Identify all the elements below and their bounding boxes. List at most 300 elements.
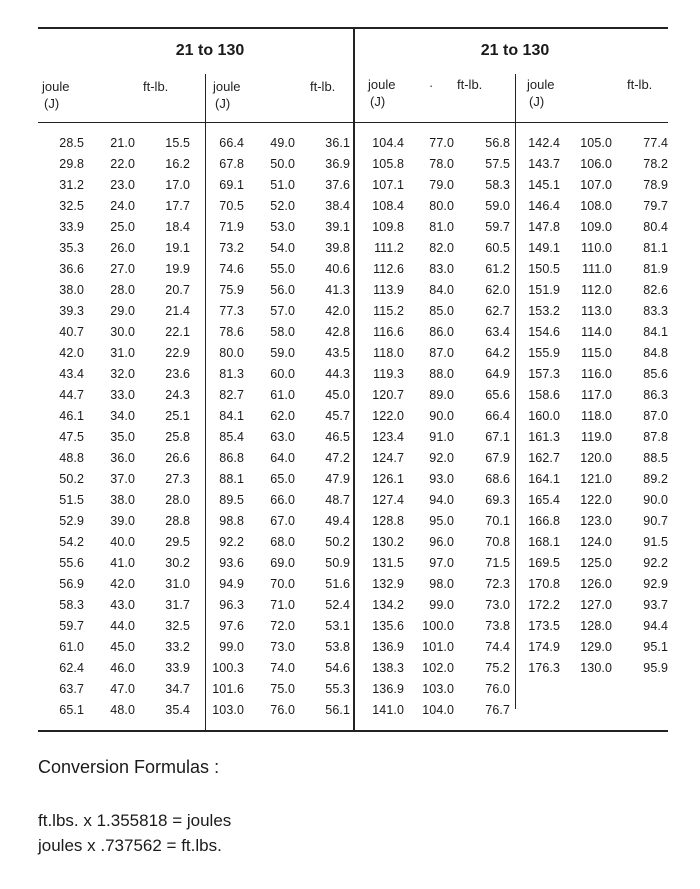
joule-value: 109.8 xyxy=(372,220,404,234)
joule-value: 98.8 xyxy=(219,514,244,528)
joule-value: 170.8 xyxy=(528,577,560,591)
converted-value: 17.7 xyxy=(165,199,190,213)
joule-value: 145.1 xyxy=(528,178,560,192)
joule-value: 155.9 xyxy=(528,346,560,360)
joule-value: 126.1 xyxy=(372,472,404,486)
ftlb-value: 59.0 xyxy=(270,346,295,360)
ftlb-value: 28.0 xyxy=(110,283,135,297)
ftlb-value: 100.0 xyxy=(422,619,454,633)
ftlb-value: 97.0 xyxy=(429,556,454,570)
converted-value: 88.5 xyxy=(643,451,668,465)
ftlb-value: 65.0 xyxy=(270,472,295,486)
col-header-ftlb-2: ft-lb. xyxy=(310,79,336,94)
converted-value: 50.2 xyxy=(325,535,350,549)
converted-value: 82.6 xyxy=(643,283,668,297)
converted-value: 56.1 xyxy=(325,703,350,717)
col-header-ftlb-3: ft-lb. xyxy=(457,77,483,92)
joule-value: 65.1 xyxy=(59,703,84,717)
joule-value: 174.9 xyxy=(528,640,560,654)
converted-value: 43.5 xyxy=(325,346,350,360)
joule-value: 48.8 xyxy=(59,451,84,465)
joule-value: 164.1 xyxy=(528,472,560,486)
joule-value: 33.9 xyxy=(59,220,84,234)
ftlb-value: 33.0 xyxy=(110,388,135,402)
converted-value: 34.7 xyxy=(165,682,190,696)
converted-value: 87.8 xyxy=(643,430,668,444)
ftlb-value: 82.0 xyxy=(429,241,454,255)
ftlb-value: 69.0 xyxy=(270,556,295,570)
converted-value: 85.6 xyxy=(643,367,668,381)
converted-value: 55.3 xyxy=(325,682,350,696)
col-header-joule-3: joule (J) xyxy=(368,77,396,109)
ftlb-value: 119.0 xyxy=(581,430,612,444)
joule-value: 119.3 xyxy=(373,367,404,381)
joule-value: 138.3 xyxy=(372,661,404,675)
converted-value: 42.0 xyxy=(325,304,350,318)
ftlb-value: 129.0 xyxy=(580,640,612,654)
ftlb-value: 52.0 xyxy=(270,199,295,213)
ftlb-value: 101.0 xyxy=(422,640,454,654)
converted-value: 60.5 xyxy=(485,241,510,255)
joule-value: 100.3 xyxy=(212,661,244,675)
ftlb-value: 112.0 xyxy=(581,283,612,297)
joule-value: 88.1 xyxy=(219,472,244,486)
joule-value: 42.0 xyxy=(59,346,84,360)
joule-value: 143.7 xyxy=(528,157,560,171)
joule-value: 111.2 xyxy=(374,241,404,255)
ftlb-value: 114.0 xyxy=(581,325,612,339)
converted-value: 80.4 xyxy=(643,220,668,234)
ftlb-value: 98.0 xyxy=(429,577,454,591)
joule-value: 130.2 xyxy=(372,535,404,549)
formula-ftlb-to-joules: ft.lbs. x 1.355818 = joules xyxy=(38,811,232,830)
ftlb-value: 85.0 xyxy=(429,304,454,318)
joule-value: 176.3 xyxy=(528,661,560,675)
col-header-ftlb-4: ft-lb. xyxy=(627,77,653,92)
converted-value: 25.8 xyxy=(165,430,190,444)
joule-value: 151.9 xyxy=(528,283,560,297)
converted-value: 59.7 xyxy=(485,220,510,234)
joule-value: 157.3 xyxy=(528,367,560,381)
ftlb-value: 89.0 xyxy=(429,388,454,402)
joule-value: 67.8 xyxy=(219,157,244,171)
ftlb-value: 41.0 xyxy=(110,556,135,570)
converted-value: 74.4 xyxy=(485,640,510,654)
joule-value: 149.1 xyxy=(528,241,560,255)
ftlb-value: 68.0 xyxy=(270,535,295,549)
ftlb-value: 86.0 xyxy=(429,325,454,339)
converted-value: 50.9 xyxy=(325,556,350,570)
converted-value: 81.9 xyxy=(643,262,668,276)
ftlb-value: 111.0 xyxy=(582,262,612,276)
converted-value: 33.2 xyxy=(165,640,190,654)
joule-value: 75.9 xyxy=(219,283,244,297)
ftlb-value: 21.0 xyxy=(110,136,135,150)
converted-value: 71.5 xyxy=(485,556,510,570)
converted-value: 63.4 xyxy=(485,325,510,339)
converted-value: 83.3 xyxy=(643,304,668,318)
converted-value: 61.2 xyxy=(485,262,510,276)
joule-value: 127.4 xyxy=(372,493,404,507)
ftlb-value: 96.0 xyxy=(429,535,454,549)
joule-value: 153.2 xyxy=(528,304,560,318)
joule-value: 43.4 xyxy=(59,367,84,381)
converted-value: 47.2 xyxy=(325,451,350,465)
ftlb-value: 107.0 xyxy=(580,178,612,192)
converted-value: 28.8 xyxy=(165,514,190,528)
joule-value: 69.1 xyxy=(219,178,244,192)
converted-value: 41.3 xyxy=(325,283,350,297)
joule-value: 46.1 xyxy=(59,409,84,423)
joule-value: 118.0 xyxy=(373,346,404,360)
ftlb-value: 64.0 xyxy=(270,451,295,465)
joule-value: 115.2 xyxy=(373,304,404,318)
ftlb-value: 71.0 xyxy=(270,598,295,612)
ftlb-value: 32.0 xyxy=(110,367,135,381)
joule-value: 105.8 xyxy=(372,157,404,171)
joule-value: 124.7 xyxy=(372,451,404,465)
converted-value: 86.3 xyxy=(643,388,668,402)
ftlb-value: 40.0 xyxy=(110,535,135,549)
joule-value: 162.7 xyxy=(528,451,560,465)
ftlb-value: 73.0 xyxy=(270,640,295,654)
joule-value: 116.6 xyxy=(373,325,404,339)
converted-value: 42.8 xyxy=(325,325,350,339)
converted-value: 62.0 xyxy=(485,283,510,297)
ftlb-value: 117.0 xyxy=(581,388,612,402)
ftlb-value: 84.0 xyxy=(429,283,454,297)
joule-value: 123.4 xyxy=(372,430,404,444)
converted-value: 29.5 xyxy=(165,535,190,549)
converted-value: 53.8 xyxy=(325,640,350,654)
converted-value: 87.0 xyxy=(643,409,668,423)
converted-value: 20.7 xyxy=(165,283,190,297)
joule-value: 56.9 xyxy=(59,577,84,591)
joule-value: 47.5 xyxy=(59,430,84,444)
joule-value: 142.4 xyxy=(528,136,560,150)
joule-value: 84.1 xyxy=(219,409,244,423)
ftlb-value: 49.0 xyxy=(270,136,295,150)
joule-value: 94.9 xyxy=(219,577,244,591)
joule-value: 40.7 xyxy=(59,325,84,339)
converted-value: 73.0 xyxy=(485,598,510,612)
joule-value: 154.6 xyxy=(528,325,560,339)
joule-value: 71.9 xyxy=(219,220,244,234)
converted-value: 54.6 xyxy=(325,661,350,675)
joule-value: 77.3 xyxy=(219,304,244,318)
ftlb-value: 106.0 xyxy=(580,157,612,171)
converted-value: 28.0 xyxy=(165,493,190,507)
ftlb-value: 102.0 xyxy=(422,661,454,675)
converted-value: 70.1 xyxy=(485,514,510,528)
ftlb-value: 110.0 xyxy=(581,241,612,255)
converted-value: 22.1 xyxy=(165,325,190,339)
ftlb-value: 80.0 xyxy=(429,199,454,213)
ftlb-value: 38.0 xyxy=(110,493,135,507)
joule-value: 28.5 xyxy=(59,136,84,150)
joule-value: 80.0 xyxy=(219,346,244,360)
converted-value: 45.7 xyxy=(325,409,350,423)
converted-value: 19.9 xyxy=(165,262,190,276)
ftlb-value: 83.0 xyxy=(429,262,454,276)
joule-value: 93.6 xyxy=(219,556,244,570)
ftlb-value: 61.0 xyxy=(270,388,295,402)
converted-value: 77.4 xyxy=(643,136,668,150)
converted-value: 66.4 xyxy=(485,409,510,423)
ftlb-value: 26.0 xyxy=(110,241,135,255)
table-bottom-rule xyxy=(38,730,668,732)
converted-value: 64.2 xyxy=(485,346,510,360)
ftlb-value: 44.0 xyxy=(110,619,135,633)
converted-value: 40.6 xyxy=(325,262,350,276)
joule-value: 99.0 xyxy=(219,640,244,654)
converted-value: 73.8 xyxy=(485,619,510,633)
ftlb-value: 55.0 xyxy=(270,262,295,276)
converted-value: 67.9 xyxy=(485,451,510,465)
converted-value: 75.2 xyxy=(485,661,510,675)
joule-value: 122.0 xyxy=(372,409,404,423)
converted-value: 18.4 xyxy=(165,220,190,234)
ftlb-value: 93.0 xyxy=(429,472,454,486)
joule-value: 96.3 xyxy=(219,598,244,612)
ftlb-value: 79.0 xyxy=(429,178,454,192)
ftlb-value: 60.0 xyxy=(270,367,295,381)
ftlb-value: 67.0 xyxy=(270,514,295,528)
ftlb-value: 78.0 xyxy=(429,157,454,171)
converted-value: 22.9 xyxy=(165,346,190,360)
converted-value: 91.5 xyxy=(643,535,668,549)
ftlb-value: 91.0 xyxy=(429,430,454,444)
ftlb-value: 36.0 xyxy=(110,451,135,465)
joule-value: 147.8 xyxy=(528,220,560,234)
joule-value: 39.3 xyxy=(59,304,84,318)
converted-value: 47.9 xyxy=(325,472,350,486)
joule-value: 141.0 xyxy=(372,703,404,717)
joule-value: 52.9 xyxy=(59,514,84,528)
converted-value: 92.2 xyxy=(643,556,668,570)
joule-value: 172.2 xyxy=(528,598,560,612)
converted-value: 92.9 xyxy=(643,577,668,591)
converted-value: 95.9 xyxy=(643,661,668,675)
converted-value: 46.5 xyxy=(325,430,350,444)
joule-value: 101.6 xyxy=(212,682,244,696)
formulas-title: Conversion Formulas : xyxy=(38,757,220,777)
ftlb-value: 128.0 xyxy=(580,619,612,633)
ftlb-value: 23.0 xyxy=(110,178,135,192)
ftlb-value: 118.0 xyxy=(581,409,612,423)
joule-value: 29.8 xyxy=(59,157,84,171)
converted-value: 58.3 xyxy=(485,178,510,192)
col-header-ftlb-1: ft-lb. xyxy=(143,79,169,94)
ftlb-value: 46.0 xyxy=(110,661,135,675)
ftlb-value: 87.0 xyxy=(429,346,454,360)
joule-value: 131.5 xyxy=(372,556,404,570)
ftlb-value: 57.0 xyxy=(270,304,295,318)
ftlb-value: 47.0 xyxy=(110,682,135,696)
ftlb-value: 24.0 xyxy=(110,199,135,213)
joule-value: 51.5 xyxy=(59,493,84,507)
ftlb-value: 120.0 xyxy=(580,451,612,465)
converted-value: 48.7 xyxy=(325,493,350,507)
converted-value: 31.0 xyxy=(165,577,190,591)
ftlb-value: 34.0 xyxy=(110,409,135,423)
ftlb-value: 58.0 xyxy=(270,325,295,339)
ftlb-value: 104.0 xyxy=(422,703,454,717)
col-header-joule-2: joule (J) xyxy=(213,79,241,111)
joule-value: 78.6 xyxy=(219,325,244,339)
ftlb-value: 35.0 xyxy=(110,430,135,444)
ftlb-value: 29.0 xyxy=(110,304,135,318)
converted-value: 94.4 xyxy=(643,619,668,633)
converted-value: 44.3 xyxy=(325,367,350,381)
joule-value: 166.8 xyxy=(528,514,560,528)
joule-value: 58.3 xyxy=(59,598,84,612)
ftlb-value: 66.0 xyxy=(270,493,295,507)
ftlb-value: 92.0 xyxy=(429,451,454,465)
converted-value: 26.6 xyxy=(165,451,190,465)
converted-value: 27.3 xyxy=(165,472,190,486)
converted-value: 16.2 xyxy=(165,157,190,171)
converted-value: 30.2 xyxy=(165,556,190,570)
ftlb-value: 56.0 xyxy=(270,283,295,297)
converted-value: 15.5 xyxy=(165,136,190,150)
converted-value: 23.6 xyxy=(165,367,190,381)
converted-value: 51.6 xyxy=(325,577,350,591)
ftlb-value: 103.0 xyxy=(422,682,454,696)
converted-value: 52.4 xyxy=(325,598,350,612)
joule-value: 103.0 xyxy=(212,703,244,717)
joule-value: 169.5 xyxy=(528,556,560,570)
converted-value: 24.3 xyxy=(165,388,190,402)
joule-value: 38.0 xyxy=(59,283,84,297)
ftlb-value: 30.0 xyxy=(110,325,135,339)
converted-value: 45.0 xyxy=(325,388,350,402)
converted-value: 59.0 xyxy=(485,199,510,213)
ftlb-value: 45.0 xyxy=(110,640,135,654)
converted-value: 69.3 xyxy=(485,493,510,507)
joule-value: 62.4 xyxy=(59,661,84,675)
converted-value: 84.1 xyxy=(643,325,668,339)
ftlb-value: 115.0 xyxy=(581,346,612,360)
ftlb-value: 116.0 xyxy=(581,367,612,381)
joule-value: 108.4 xyxy=(372,199,404,213)
ftlb-value: 75.0 xyxy=(270,682,295,696)
joule-value: 160.0 xyxy=(528,409,560,423)
col-header-joule-4: joule (J) xyxy=(527,77,555,109)
converted-value: 57.5 xyxy=(485,157,510,171)
ftlb-value: 113.0 xyxy=(581,304,612,318)
converted-value: 53.1 xyxy=(325,619,350,633)
joule-value: 81.3 xyxy=(219,367,244,381)
joule-value: 70.5 xyxy=(219,199,244,213)
converted-value: 90.0 xyxy=(643,493,668,507)
joule-value: 54.2 xyxy=(59,535,84,549)
ftlb-value: 81.0 xyxy=(429,220,454,234)
ftlb-value: 99.0 xyxy=(429,598,454,612)
joule-value: 85.4 xyxy=(219,430,244,444)
converted-value: 93.7 xyxy=(643,598,668,612)
converted-value: 56.8 xyxy=(485,136,510,150)
converted-value: 72.3 xyxy=(485,577,510,591)
converted-value: 65.6 xyxy=(485,388,510,402)
converted-value: 89.2 xyxy=(643,472,668,486)
converted-value: 90.7 xyxy=(643,514,668,528)
converted-value: 31.7 xyxy=(165,598,190,612)
converted-value: 78.9 xyxy=(643,178,668,192)
converted-value: 36.9 xyxy=(325,157,350,171)
ftlb-value: 72.0 xyxy=(270,619,295,633)
ftlb-value: 43.0 xyxy=(110,598,135,612)
converted-value: 62.7 xyxy=(485,304,510,318)
ftlb-value: 37.0 xyxy=(110,472,135,486)
stray-dot: · xyxy=(429,78,434,93)
converted-value: 81.1 xyxy=(643,241,668,255)
ftlb-value: 48.0 xyxy=(110,703,135,717)
joule-value: 73.2 xyxy=(219,241,244,255)
converted-value: 19.1 xyxy=(165,241,190,255)
joule-value: 82.7 xyxy=(219,388,244,402)
joule-value: 36.6 xyxy=(59,262,84,276)
joule-value: 66.4 xyxy=(219,136,244,150)
joule-value: 135.6 xyxy=(372,619,404,633)
converted-value: 36.1 xyxy=(325,136,350,150)
ftlb-value: 125.0 xyxy=(580,556,612,570)
joule-value: 86.8 xyxy=(219,451,244,465)
joule-value: 112.6 xyxy=(373,262,404,276)
ftlb-value: 25.0 xyxy=(110,220,135,234)
col-header-joule-1: joule (J) xyxy=(42,79,70,111)
converted-value: 21.4 xyxy=(165,304,190,318)
joule-value: 50.2 xyxy=(59,472,84,486)
joule-value: 63.7 xyxy=(59,682,84,696)
joule-value: 74.6 xyxy=(219,262,244,276)
ftlb-value: 94.0 xyxy=(429,493,454,507)
right-range-title: 21 to 130 xyxy=(480,42,550,59)
converted-value: 33.9 xyxy=(165,661,190,675)
ftlb-value: 109.0 xyxy=(580,220,612,234)
ftlb-value: 105.0 xyxy=(580,136,612,150)
joule-value: 128.8 xyxy=(372,514,404,528)
joule-value: 31.2 xyxy=(59,178,84,192)
joule-value: 104.4 xyxy=(372,136,404,150)
ftlb-value: 77.0 xyxy=(429,136,454,150)
formula-joules-to-ftlb: joules x .737562 = ft.lbs. xyxy=(38,836,222,855)
converted-value: 84.8 xyxy=(643,346,668,360)
ftlb-value: 121.0 xyxy=(580,472,612,486)
ftlb-value: 124.0 xyxy=(580,535,612,549)
ftlb-value: 108.0 xyxy=(580,199,612,213)
joule-value: 150.5 xyxy=(528,262,560,276)
joule-value: 173.5 xyxy=(528,619,560,633)
ftlb-value: 54.0 xyxy=(270,241,295,255)
joule-value: 132.9 xyxy=(372,577,404,591)
converted-value: 49.4 xyxy=(325,514,350,528)
converted-value: 67.1 xyxy=(485,430,510,444)
joule-value: 158.6 xyxy=(528,388,560,402)
ftlb-value: 53.0 xyxy=(270,220,295,234)
converted-value: 35.4 xyxy=(165,703,190,717)
converted-value: 76.7 xyxy=(485,703,510,717)
ftlb-value: 88.0 xyxy=(429,367,454,381)
ftlb-value: 127.0 xyxy=(580,598,612,612)
ftlb-value: 51.0 xyxy=(270,178,295,192)
ftlb-value: 90.0 xyxy=(429,409,454,423)
joule-value: 161.3 xyxy=(528,430,560,444)
ftlb-value: 123.0 xyxy=(580,514,612,528)
ftlb-value: 130.0 xyxy=(580,661,612,675)
joule-value: 55.6 xyxy=(59,556,84,570)
converted-value: 38.4 xyxy=(325,199,350,213)
